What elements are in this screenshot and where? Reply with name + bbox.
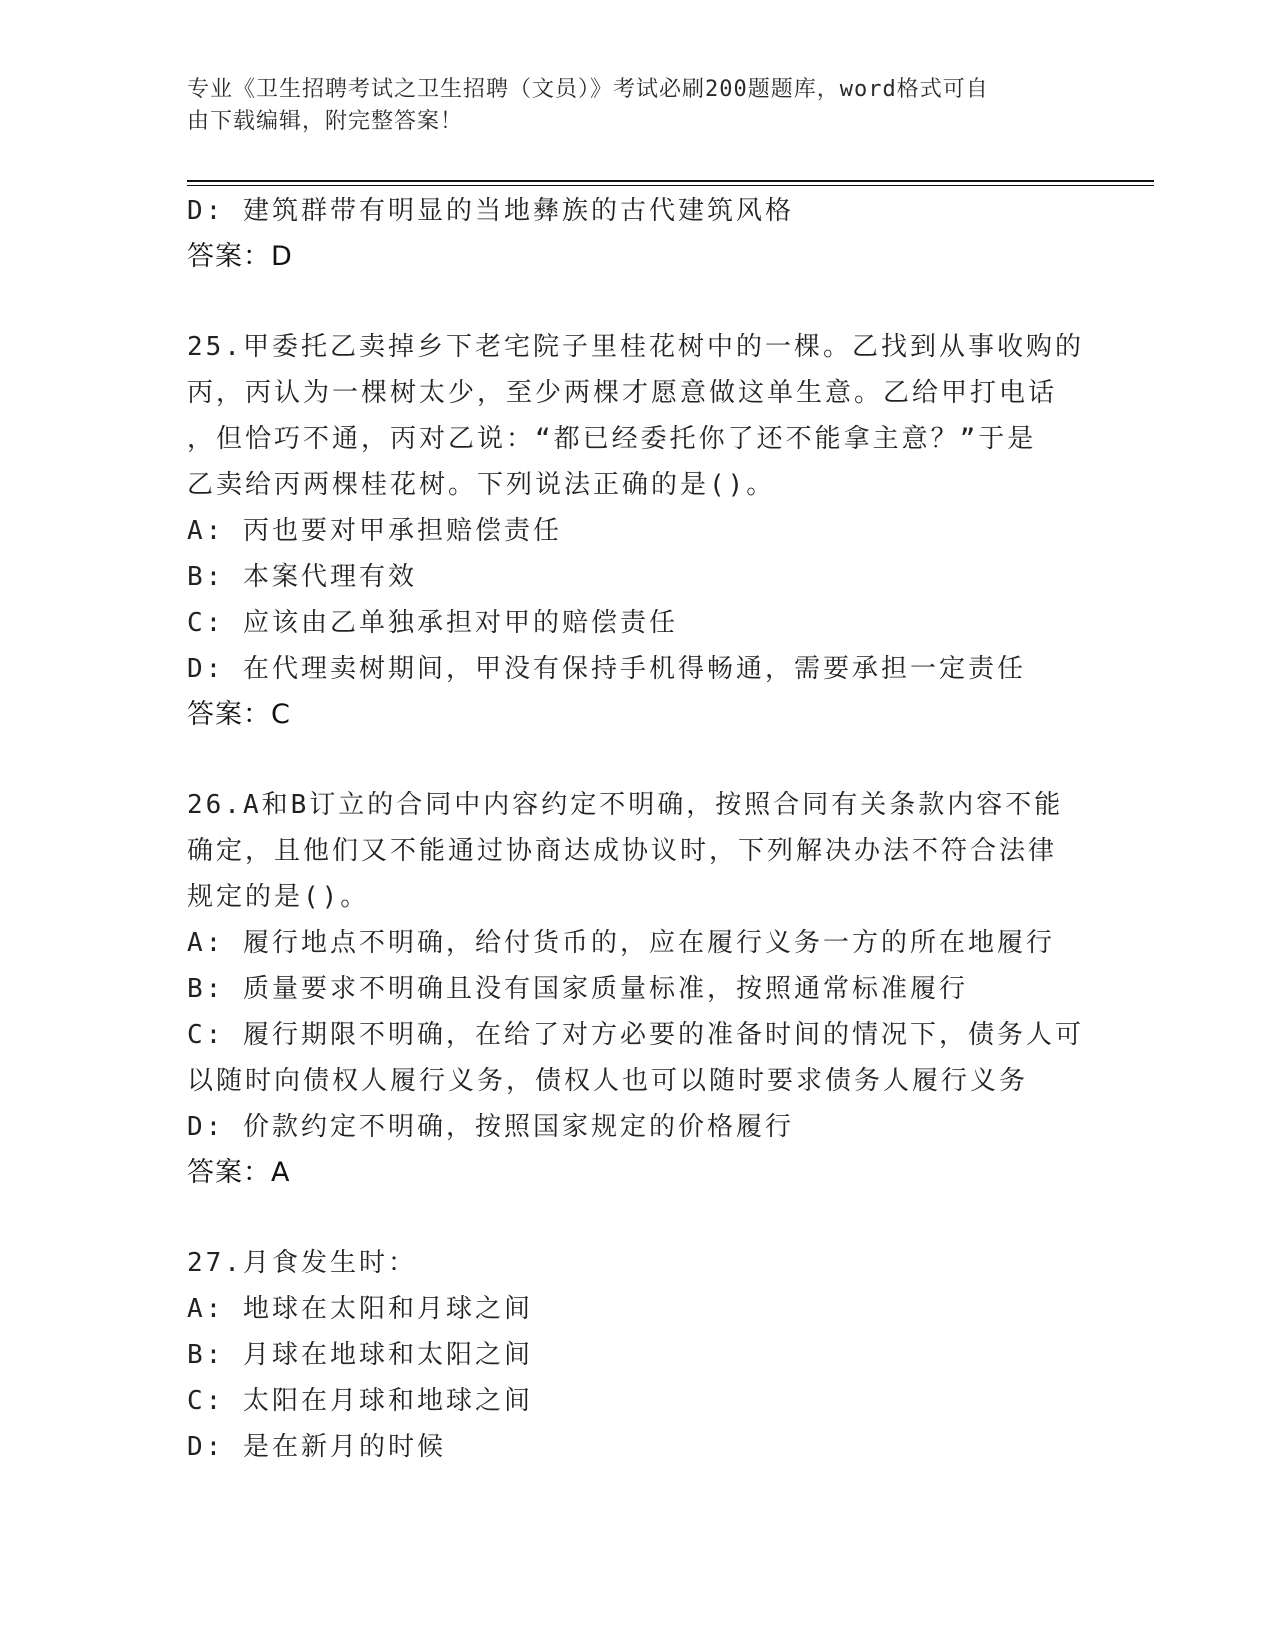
header-line-2: 由下载编辑，附完整答案！: [187, 109, 464, 134]
q25-option-c: C: 应该由乙单独承担对甲的赔偿责任: [187, 608, 678, 638]
q26-option-a: A: 履行地点不明确，给付货币的，应在履行义务一方的所在地履行: [187, 928, 1055, 958]
q25-answer: 答案：C: [187, 699, 291, 730]
q25-option-a: A: 丙也要对甲承担赔偿责任: [187, 516, 562, 546]
q24-answer: 答案：D: [187, 241, 293, 272]
q26-stem-line-1: 26.A和B订立的合同中内容约定不明确，按照合同有关条款内容不能: [187, 790, 1064, 820]
header-divider-thick: [187, 180, 1154, 182]
question-25: [187, 324, 1087, 738]
question-27: [187, 1240, 1087, 1470]
q26-answer: 答案：A: [187, 1157, 291, 1188]
q26-option-c-line-2: 以随时向债权人履行义务，债权人也可以随时要求债务人履行义务: [187, 1066, 1029, 1096]
q26-stem-line-2: 确定，且他们又不能通过协商达成协议时，下列解决办法不符合法律: [187, 836, 1058, 866]
document-header: [187, 74, 1087, 138]
q25-stem-line-3: ，但恰巧不通，丙对乙说：“都已经委托你了还不能拿主意？”于是: [187, 424, 1037, 454]
q24-option-d: D: 建筑群带有明显的当地彝族的古代建筑风格: [187, 196, 794, 226]
q27-option-c: C: 太阳在月球和地球之间: [187, 1386, 533, 1416]
q26-stem-line-3: 规定的是()。: [187, 882, 370, 912]
question-list: [187, 188, 1087, 1470]
q27-option-a: A: 地球在太阳和月球之间: [187, 1294, 533, 1324]
question-24-tail: [187, 188, 1087, 280]
q25-stem-line-1: 25.甲委托乙卖掉乡下老宅院子里桂花树中的一棵。乙找到从事收购的: [187, 332, 1084, 362]
q25-stem-line-4: 乙卖给丙两棵桂花树。下列说法正确的是()。: [187, 470, 776, 500]
q27-option-d: D: 是在新月的时候: [187, 1432, 446, 1462]
header-divider-thin: [187, 185, 1154, 186]
q26-option-b: B: 质量要求不明确且没有国家质量标准，按照通常标准履行: [187, 974, 968, 1004]
q25-option-b: B: 本案代理有效: [187, 562, 417, 592]
q27-stem: 27.月食发生时：: [187, 1248, 417, 1278]
q25-stem-line-2: 丙，丙认为一棵树太少，至少两棵才愿意做这单生意。乙给甲打电话: [187, 378, 1058, 408]
q26-option-d: D: 价款约定不明确，按照国家规定的价格履行: [187, 1112, 794, 1142]
question-26: [187, 782, 1087, 1196]
q25-option-d: D: 在代理卖树期间，甲没有保持手机得畅通，需要承担一定责任: [187, 654, 1026, 684]
q27-option-b: B: 月球在地球和太阳之间: [187, 1340, 533, 1370]
q26-option-c-line-1: C: 履行期限不明确，在给了对方必要的准备时间的情况下，债务人可: [187, 1020, 1084, 1050]
header-line-1: 专业《卫生招聘考试之卫生招聘（文员）》考试必刷200题题库，word格式可自: [187, 77, 989, 102]
